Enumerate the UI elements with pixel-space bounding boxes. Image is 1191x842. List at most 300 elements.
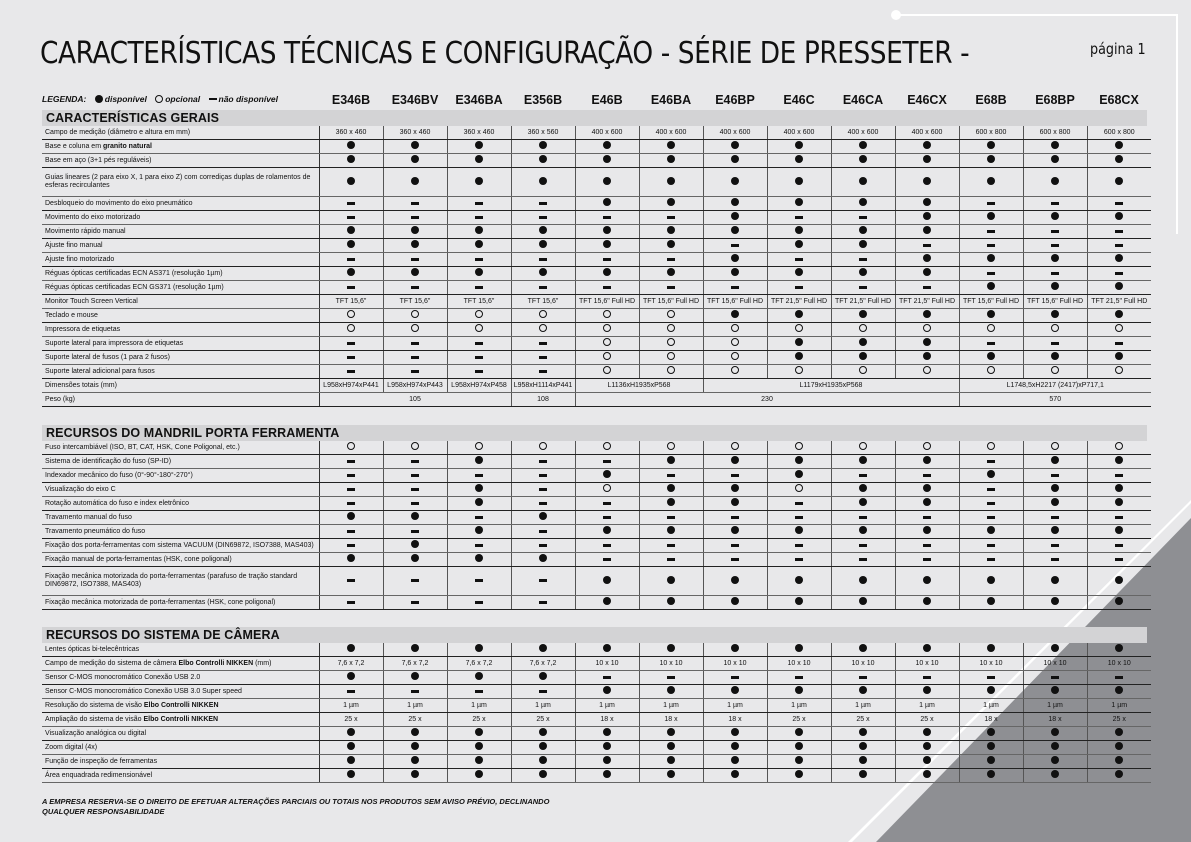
spec-cell xyxy=(1087,553,1151,567)
row-label-text: Travamento pneumático do fuso xyxy=(45,527,146,535)
spec-cell xyxy=(511,323,575,337)
spec-cell xyxy=(959,225,1023,239)
optional-ring-icon xyxy=(411,310,419,318)
spec-value: 7,6 x 7,2 xyxy=(401,659,429,667)
spec-value: 18 x xyxy=(600,715,614,723)
row-label-bold: granito natural xyxy=(103,142,153,150)
unavailable-dash-icon xyxy=(347,342,355,345)
available-dot-icon xyxy=(411,226,419,234)
spec-cell xyxy=(831,483,895,497)
spec-cell-merged: L1179xH1935xP568 xyxy=(703,379,959,393)
spec-cell xyxy=(575,525,639,539)
table-row xyxy=(42,393,1151,407)
spec-cell xyxy=(1087,168,1151,197)
spec-cell xyxy=(959,643,1023,657)
available-dot-icon xyxy=(1115,155,1123,163)
spec-cell xyxy=(703,567,767,596)
optional-ring-icon xyxy=(411,324,419,332)
table-row xyxy=(42,211,1151,225)
spec-cell xyxy=(319,239,383,253)
available-dot-icon xyxy=(475,498,483,506)
available-dot-icon xyxy=(667,240,675,248)
spec-cell xyxy=(447,727,511,741)
available-dot-icon xyxy=(475,672,483,680)
spec-cell xyxy=(1087,727,1151,741)
spec-cell xyxy=(639,441,703,455)
available-dot-icon xyxy=(411,554,419,562)
available-dot-icon xyxy=(923,155,931,163)
unavailable-dash-icon xyxy=(475,601,483,604)
table-row xyxy=(42,671,1151,685)
row-label xyxy=(42,337,319,351)
row-label-text: Suporte lateral de fusos (1 para 2 fusos) xyxy=(45,353,170,361)
optional-ring-icon xyxy=(475,442,483,450)
spec-cell xyxy=(575,727,639,741)
unavailable-dash-icon xyxy=(347,286,355,289)
spec-cell xyxy=(895,483,959,497)
unavailable-dash-icon xyxy=(1115,558,1123,561)
unavailable-dash-icon xyxy=(1051,230,1059,233)
table-row xyxy=(42,323,1151,337)
spec-cell xyxy=(319,685,383,699)
spec-cell xyxy=(831,713,895,727)
spec-cell xyxy=(767,309,831,323)
available-dot-icon xyxy=(795,352,803,360)
spec-cell xyxy=(831,253,895,267)
available-dot-icon xyxy=(411,770,419,778)
model-header: E356B xyxy=(523,93,563,107)
legend-unavailable: não disponível xyxy=(218,94,279,104)
spec-cell xyxy=(511,154,575,168)
spec-cell xyxy=(703,295,767,309)
spec-cell xyxy=(1087,685,1151,699)
spec-cell xyxy=(383,211,447,225)
spec-cell xyxy=(319,323,383,337)
spec-cell xyxy=(703,755,767,769)
available-dot-icon xyxy=(859,155,867,163)
spec-cell xyxy=(383,643,447,657)
spec-value: 400 x 600 xyxy=(655,128,687,136)
row-label-text: Suporte lateral adicional para fusos xyxy=(45,367,155,375)
model-header: E46C xyxy=(783,93,815,107)
model-header: E46BA xyxy=(650,93,692,107)
spec-cell xyxy=(895,727,959,741)
unavailable-dash-icon xyxy=(539,356,547,359)
unavailable-dash-icon xyxy=(667,558,675,561)
unavailable-dash-icon xyxy=(859,516,867,519)
unavailable-dash-icon xyxy=(731,474,739,477)
available-dot-icon xyxy=(667,576,675,584)
optional-ring-icon xyxy=(795,366,803,374)
spec-value: 1 µm xyxy=(343,701,359,709)
available-dot-icon xyxy=(475,177,483,185)
row-label-text: Zoom digital (4x) xyxy=(45,743,98,751)
spec-cell xyxy=(639,309,703,323)
available-dot-icon xyxy=(987,212,995,220)
optional-ring-icon xyxy=(667,352,675,360)
spec-value: 400 x 600 xyxy=(911,128,943,136)
available-dot-icon xyxy=(795,456,803,464)
spec-cell xyxy=(383,309,447,323)
spec-cell xyxy=(383,699,447,713)
available-dot-icon xyxy=(859,226,867,234)
spec-cell xyxy=(447,657,511,671)
spec-cell xyxy=(319,525,383,539)
available-dot-icon xyxy=(1115,686,1123,694)
available-dot-icon xyxy=(923,686,931,694)
available-dot-icon xyxy=(923,526,931,534)
spec-cell xyxy=(575,154,639,168)
spec-cell xyxy=(831,267,895,281)
spec-value: 25 x xyxy=(408,715,422,723)
spec-cell xyxy=(831,497,895,511)
spec-cell xyxy=(959,267,1023,281)
unavailable-dash-icon xyxy=(1051,272,1059,275)
unavailable-dash-icon xyxy=(987,230,995,233)
row-label xyxy=(42,239,319,253)
spec-cell xyxy=(383,727,447,741)
spec-cell xyxy=(831,309,895,323)
spec-cell xyxy=(447,525,511,539)
row-label xyxy=(42,469,319,483)
spec-cell xyxy=(703,455,767,469)
spec-cell xyxy=(319,741,383,755)
available-dot-icon xyxy=(1051,352,1059,360)
table-row xyxy=(42,168,1151,197)
spec-value: 18 x xyxy=(984,715,998,723)
available-dot-icon xyxy=(475,226,483,234)
spec-cell xyxy=(959,337,1023,351)
spec-cell xyxy=(319,140,383,154)
available-dot-icon xyxy=(923,756,931,764)
spec-cell xyxy=(575,469,639,483)
spec-cell xyxy=(959,126,1023,140)
spec-cell xyxy=(447,365,511,379)
spec-cell xyxy=(895,323,959,337)
available-dot-icon xyxy=(1051,576,1059,584)
spec-cell xyxy=(959,168,1023,197)
unavailable-dash-icon xyxy=(987,202,995,205)
available-dot-icon xyxy=(859,198,867,206)
spec-cell xyxy=(1023,154,1087,168)
spec-cell xyxy=(1087,281,1151,295)
spec-cell xyxy=(319,295,383,309)
spec-cell xyxy=(511,140,575,154)
unavailable-dash-icon xyxy=(987,488,995,491)
spec-cell xyxy=(383,225,447,239)
row-label-text: Réguas ópticas certificadas ECN AS371 (resolução 1µm) xyxy=(45,269,223,277)
spec-cell xyxy=(511,657,575,671)
spec-value: 600 x 800 xyxy=(1103,128,1135,136)
unavailable-dash-icon xyxy=(667,258,675,261)
section-title: CARACTERÍSTICAS GERAIS xyxy=(42,110,1147,126)
spec-cell xyxy=(895,741,959,755)
spec-cell xyxy=(383,154,447,168)
spec-cell xyxy=(575,769,639,783)
available-dot-icon xyxy=(539,756,547,764)
spec-cell xyxy=(895,140,959,154)
available-dot-icon xyxy=(539,512,547,520)
spec-cell-merged: 230 xyxy=(575,393,959,407)
row-label-bold: Elbo Controlli NIKKEN xyxy=(143,701,219,709)
unavailable-dash-icon xyxy=(475,356,483,359)
unavailable-dash-icon xyxy=(1051,558,1059,561)
spec-cell xyxy=(703,126,767,140)
unavailable-dash-icon xyxy=(475,258,483,261)
spec-cell xyxy=(895,239,959,253)
spec-cell xyxy=(639,154,703,168)
available-dot-icon xyxy=(667,198,675,206)
spec-value: 1 µm xyxy=(1111,701,1128,709)
available-dot-icon xyxy=(1051,770,1059,778)
spec-cell xyxy=(383,197,447,211)
spec-cell xyxy=(639,197,703,211)
available-dot-icon xyxy=(859,141,867,149)
spec-cell xyxy=(959,154,1023,168)
optional-ring-icon xyxy=(1115,366,1123,374)
available-dot-icon xyxy=(795,470,803,478)
available-dot-icon xyxy=(731,484,739,492)
spec-value: 25 x xyxy=(472,715,486,723)
spec-cell xyxy=(639,126,703,140)
available-dot-icon xyxy=(411,177,419,185)
spec-cell xyxy=(767,553,831,567)
available-dot-icon xyxy=(1051,254,1059,262)
available-dot-icon xyxy=(95,95,103,103)
row-label xyxy=(42,267,319,281)
model-header: E46CX xyxy=(907,93,947,107)
available-dot-icon xyxy=(411,756,419,764)
unavailable-dash-icon xyxy=(859,258,867,261)
available-dot-icon xyxy=(347,268,355,276)
unavailable-dash-icon xyxy=(1051,676,1059,679)
legend-available: disponível xyxy=(104,94,147,104)
spec-cell xyxy=(1023,455,1087,469)
unavailable-dash-icon xyxy=(347,370,355,373)
spec-cell xyxy=(895,657,959,671)
spec-cell xyxy=(1087,699,1151,713)
spec-cell xyxy=(511,769,575,783)
available-dot-icon xyxy=(795,576,803,584)
spec-cell-merged: L958xH1114xP441 xyxy=(511,379,575,393)
unavailable-dash-icon xyxy=(539,530,547,533)
unavailable-dash-icon xyxy=(411,286,419,289)
spec-cell xyxy=(511,309,575,323)
spec-cell xyxy=(895,295,959,309)
row-label xyxy=(42,126,319,140)
row-label-text: Campo de medição do sistema de câmera xyxy=(45,659,177,667)
available-dot-icon xyxy=(923,770,931,778)
spec-cell xyxy=(959,295,1023,309)
available-dot-icon xyxy=(539,644,547,652)
spec-cell xyxy=(831,168,895,197)
spec-cell xyxy=(1087,525,1151,539)
spec-cell xyxy=(447,755,511,769)
unavailable-dash-icon xyxy=(923,244,931,247)
optional-ring-icon xyxy=(475,310,483,318)
available-dot-icon xyxy=(539,141,547,149)
spec-cell xyxy=(831,525,895,539)
spec-cell xyxy=(639,741,703,755)
spec-cell xyxy=(383,657,447,671)
spec-cell xyxy=(383,497,447,511)
available-dot-icon xyxy=(731,254,739,262)
spec-cell xyxy=(575,539,639,553)
available-dot-icon xyxy=(1115,498,1123,506)
spec-value: TFT 21,5" Full HD xyxy=(1091,297,1148,305)
spec-cell xyxy=(703,699,767,713)
unavailable-dash-icon xyxy=(347,530,355,533)
available-dot-icon xyxy=(1051,756,1059,764)
optional-ring-icon xyxy=(731,366,739,374)
unavailable-dash-icon xyxy=(1051,516,1059,519)
spec-cell xyxy=(767,713,831,727)
optional-ring-icon xyxy=(603,338,611,346)
available-dot-icon xyxy=(539,155,547,163)
spec-cell xyxy=(1023,685,1087,699)
spec-value: TFT 15,6" Full HD xyxy=(706,297,764,305)
spec-cell xyxy=(1023,671,1087,685)
model-header: E46B xyxy=(591,93,623,107)
unavailable-dash-icon xyxy=(539,544,547,547)
row-label xyxy=(42,713,319,727)
spec-cell xyxy=(575,596,639,610)
optional-ring-icon xyxy=(923,324,931,332)
unavailable-dash-icon xyxy=(475,370,483,373)
available-dot-icon xyxy=(859,644,867,652)
spec-cell xyxy=(639,671,703,685)
spec-cell xyxy=(767,483,831,497)
unavailable-dash-icon xyxy=(475,286,483,289)
spec-cell xyxy=(447,671,511,685)
spec-cell xyxy=(511,511,575,525)
spec-cell xyxy=(383,267,447,281)
available-dot-icon xyxy=(411,644,419,652)
row-label-text: Visualização do eixo C xyxy=(45,485,116,493)
available-dot-icon xyxy=(539,728,547,736)
spec-cell xyxy=(319,511,383,525)
spec-cell xyxy=(703,671,767,685)
row-label-text: Ajuste fino manual xyxy=(45,241,103,249)
available-dot-icon xyxy=(411,240,419,248)
spec-cell xyxy=(1023,511,1087,525)
unavailable-dash-icon xyxy=(667,516,675,519)
row-label xyxy=(42,197,319,211)
available-dot-icon xyxy=(987,470,995,478)
available-dot-icon xyxy=(603,240,611,248)
unavailable-dash-icon xyxy=(347,216,355,219)
spec-cell xyxy=(767,455,831,469)
spec-value: TFT 15,6" Full HD xyxy=(962,297,1020,305)
row-label xyxy=(42,441,319,455)
spec-cell xyxy=(383,755,447,769)
available-dot-icon xyxy=(411,155,419,163)
spec-cell xyxy=(1023,365,1087,379)
available-dot-icon xyxy=(667,268,675,276)
spec-cell xyxy=(895,441,959,455)
unavailable-dash-icon xyxy=(987,516,995,519)
row-label-text: Campo de medição (diâmetro e altura em mm) xyxy=(45,128,191,136)
spec-value: 360 x 460 xyxy=(399,128,431,136)
spec-cell xyxy=(447,281,511,295)
spec-cell xyxy=(767,511,831,525)
available-dot-icon xyxy=(667,686,675,694)
unavailable-dash-icon xyxy=(1051,202,1059,205)
available-dot-icon xyxy=(539,177,547,185)
spec-cell xyxy=(319,497,383,511)
available-dot-icon xyxy=(411,742,419,750)
available-dot-icon xyxy=(923,484,931,492)
optional-ring-icon xyxy=(603,484,611,492)
available-dot-icon xyxy=(859,770,867,778)
available-dot-icon xyxy=(1115,484,1123,492)
row-label xyxy=(42,295,319,309)
unavailable-dash-icon xyxy=(1115,544,1123,547)
spec-cell xyxy=(703,154,767,168)
spec-cell xyxy=(1087,211,1151,225)
spec-cell xyxy=(511,713,575,727)
spec-value: TFT 15,6" xyxy=(335,297,367,305)
disclaimer-footer: A EMPRESA RESERVA-SE O DIREITO DE EFETUAR ALTERAÇÕES PARCIAIS OU TOTAIS NOS PRODUTOS SEM AVISO PRÉVIO, DECLINANDO QUALQUER RESPONSABILIDADE xyxy=(42,797,550,816)
table-row xyxy=(42,197,1151,211)
spec-cell xyxy=(767,337,831,351)
spec-cell xyxy=(1023,596,1087,610)
spec-cell xyxy=(383,365,447,379)
spec-value: 25 x xyxy=(536,715,550,723)
spec-cell xyxy=(511,365,575,379)
spec-cell xyxy=(895,126,959,140)
spec-cell xyxy=(895,225,959,239)
unavailable-dash-icon xyxy=(987,272,995,275)
spec-value: 400 x 600 xyxy=(591,128,623,136)
row-label-text: Base em aço (3+1 pés reguláveis) xyxy=(45,156,152,164)
optional-ring-icon xyxy=(603,352,611,360)
row-label-bold: Elbo Controlli NIKKEN xyxy=(178,659,254,667)
spec-cell xyxy=(767,140,831,154)
spec-cell xyxy=(767,441,831,455)
spec-cell xyxy=(767,741,831,755)
unavailable-dash-icon xyxy=(539,488,547,491)
available-dot-icon xyxy=(1051,141,1059,149)
spec-cell xyxy=(895,455,959,469)
spec-cell xyxy=(767,225,831,239)
spec-cell xyxy=(767,567,831,596)
spec-cell xyxy=(959,525,1023,539)
unavailable-dash-icon xyxy=(795,544,803,547)
row-label-text: Fuso intercambiável (ISO, BT, CAT, HSK, Cone Poligonal, etc.) xyxy=(45,443,240,451)
row-label-text: Monitor Touch Screen Vertical xyxy=(45,297,138,305)
unavailable-dash-icon xyxy=(539,502,547,505)
spec-cell xyxy=(639,525,703,539)
available-dot-icon xyxy=(411,512,419,520)
row-label xyxy=(42,657,319,671)
spec-cell xyxy=(1023,497,1087,511)
spec-cell xyxy=(511,497,575,511)
unavailable-dash-icon xyxy=(923,676,931,679)
unavailable-dash-icon xyxy=(347,356,355,359)
row-label xyxy=(42,393,319,407)
available-dot-icon xyxy=(859,352,867,360)
row-label-text: Dimensões totais (mm) xyxy=(45,381,117,389)
available-dot-icon xyxy=(731,644,739,652)
spec-cell xyxy=(703,281,767,295)
available-dot-icon xyxy=(795,338,803,346)
spec-cell xyxy=(831,469,895,483)
spec-cell xyxy=(1087,539,1151,553)
unavailable-dash-icon xyxy=(411,356,419,359)
available-dot-icon xyxy=(923,310,931,318)
spec-cell xyxy=(895,553,959,567)
